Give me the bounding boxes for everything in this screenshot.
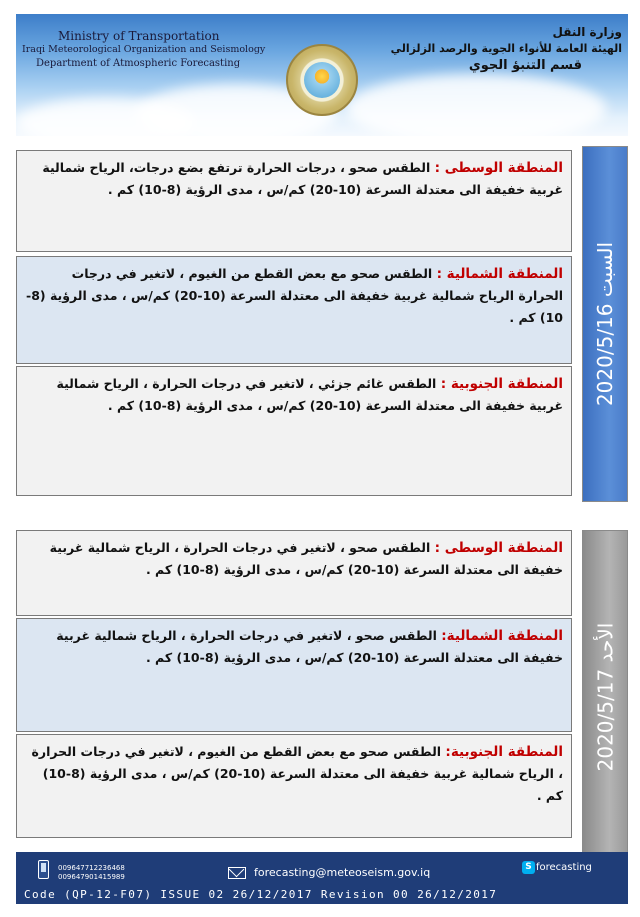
header-banner	[16, 14, 628, 136]
region-forecast-text: الطقس صحو ، لاتغير في درجات الحرارة ، الرياح شمالية غربية خفيفة الى معتدلة السرعة (10-20) كم/س ، مدى الرؤية (8-10) كم .	[56, 628, 563, 665]
mobile-phone-icon	[38, 860, 49, 879]
department-name-ar: قسم التنبؤ الجوي	[468, 58, 582, 74]
region-label: المنطقة الشمالية :	[436, 266, 563, 282]
region-forecast-text: الطقس صحو ، لاتغير في درجات الحرارة ، الرياح شمالية غربية خفيفة الى معتدلة السرعة (10-20) كم/س ، مدى الرؤية (8-10) كم .	[49, 540, 563, 577]
phone-number-2: 009647901415989	[58, 873, 125, 881]
date-bar	[582, 146, 628, 502]
email-link[interactable]: forecasting@meteoseism.gov.iq	[254, 866, 431, 879]
ministry-name-ar: وزارة النقل	[552, 25, 622, 39]
region-label: المنطقة الجنوبية:	[445, 744, 563, 760]
region-forecast-text: الطقس صحو مع بعض القطع من الغيوم ، لاتغير في درجات الحرارة ، الرياح شمالية غربية خفيفة الى معتدلة السرعة (10-20) كم/س ، مدى الرؤية (8-10) كم .	[31, 744, 563, 803]
organization-logo	[286, 44, 358, 116]
region-forecast-text: الطقس صحو ، درجات الحرارة ترتفع بضع درجات، الرياح شمالية غربية خفيفة الى معتدلة السرعة (10-20) كم/س ، مدى الرؤية (8-10) كم .	[42, 160, 563, 197]
region-label: المنطقة الوسطى :	[434, 540, 563, 556]
forecast-date: الأحد 2020/5/17	[593, 622, 617, 772]
cloud-decoration	[346, 74, 606, 136]
header-english-block	[22, 28, 265, 71]
envelope-icon	[228, 867, 246, 879]
date-bar	[582, 530, 628, 864]
forecast-region-north	[16, 256, 572, 364]
forecast-region-north	[16, 618, 572, 732]
region-label: المنطقة الشمالية:	[441, 628, 563, 644]
forecast-region-south	[16, 366, 572, 496]
forecast-day-2	[16, 520, 628, 848]
phone-number-1: 009647712236468	[58, 864, 125, 872]
region-forecast-text: الطقس صحو مع بعض القطع من الغيوم ، لاتغير في درجات الحرارة الرياح شمالية غربية خفيفة الى معتدلة السرعة (10-20) كم/س ، مدى الرؤية (8-10) كم .	[26, 266, 563, 325]
region-label: المنطقة الوسطى :	[434, 160, 563, 176]
department-name-en: Department of Atmospheric Forecasting	[36, 58, 241, 69]
organization-name-en: Iraqi Meteorological Organization and Seismology	[22, 44, 266, 56]
region-forecast-text: الطقس غائم جزئي ، لاتغير في درجات الحرارة ، الرياح شمالية غربية خفيفة الى معتدلة السرعة (10-20) كم/س ، مدى الرؤية (8-10) كم .	[56, 376, 563, 413]
sun-cloud-emblem-icon	[304, 62, 340, 98]
forecast-day-1	[16, 146, 628, 498]
header-arabic-block	[391, 24, 622, 76]
ministry-name-en: Ministry of Transportation	[58, 29, 220, 43]
organization-name-ar: الهيئة العامة للأنواء الجوية والرصد الزلزالي	[390, 42, 622, 56]
forecast-region-central	[16, 150, 572, 252]
region-label: المنطقة الجنوبية :	[440, 376, 563, 392]
document-code: Code (QP-12-F07) ISSUE 02 26/12/2017 Revision 00 26/12/2017	[24, 888, 498, 901]
footer-bar	[16, 852, 628, 904]
skype-handle[interactable]: forecasting	[536, 862, 592, 873]
skype-icon: S	[522, 861, 535, 874]
forecast-region-south	[16, 734, 572, 838]
phone-numbers	[58, 864, 125, 882]
forecast-region-central	[16, 530, 572, 616]
forecast-date: السبت 2020/5/16	[593, 241, 617, 407]
